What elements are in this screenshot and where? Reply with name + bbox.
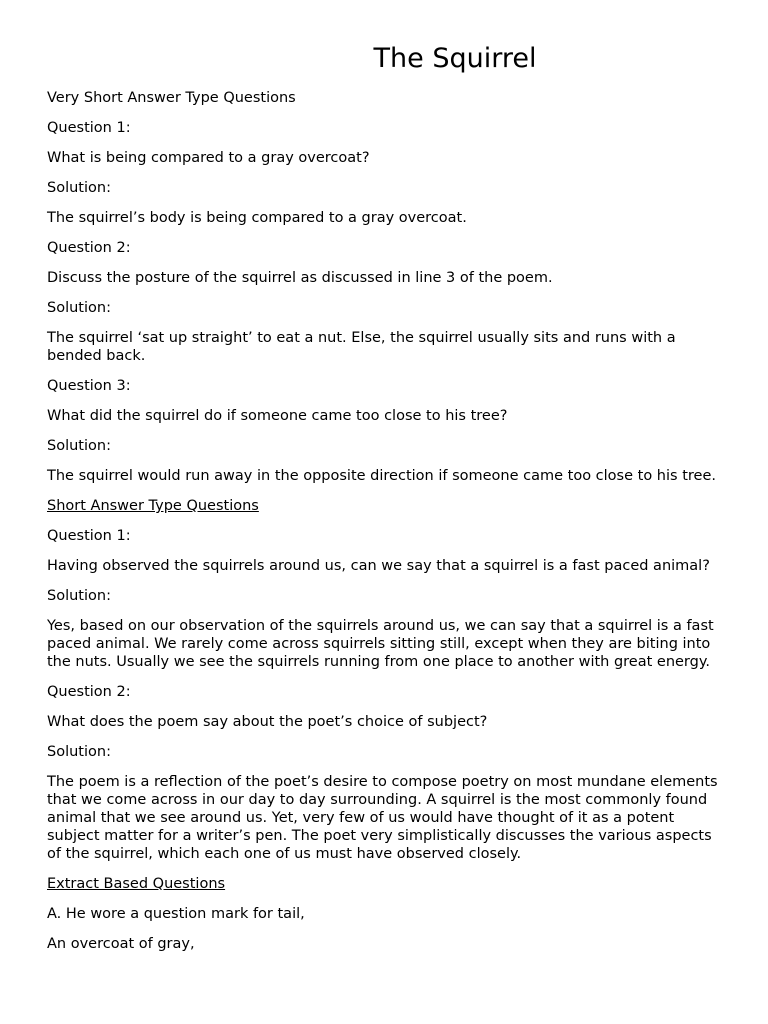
question-label: Question 2: — [47, 684, 131, 700]
extract-line: An overcoat of gray, — [47, 936, 195, 952]
solution-text: The squirrel ‘sat up straight’ to eat a nut. Else, the squirrel usually sits and runs with a bended back. — [47, 330, 676, 364]
solution-label: Solution: — [47, 300, 111, 316]
question-text: What did the squirrel do if someone came too close to his tree? — [47, 408, 508, 424]
question-text: What is being compared to a gray overcoat? — [47, 150, 370, 166]
section-heading-short: Short Answer Type Questions — [47, 498, 259, 514]
section-heading-very-short: Very Short Answer Type Questions — [47, 90, 296, 106]
section-heading-extract: Extract Based Questions — [47, 876, 226, 892]
question-label: Question 1: — [47, 528, 131, 544]
solution-text: The squirrel’s body is being compared to a gray overcoat. — [47, 210, 467, 226]
solution-text: The poem is a reflection of the poet’s desire to compose poetry on most mundane elements that we come across in our day to day surrounding. A squirrel is the most commonly found animal that we see around us. Yet, very few of us would have thought of it as a potent subject matter for a writer’s pen. The poet very simplistically discusses the various aspects of the squirrel, which each one of us must have observed closely. — [47, 774, 718, 862]
extract-line: A. He wore a question mark for tail, — [47, 906, 305, 922]
solution-label: Solution: — [47, 180, 111, 196]
solution-label: Solution: — [47, 438, 111, 454]
question-label: Question 1: — [47, 120, 131, 136]
question-label: Question 2: — [47, 240, 131, 256]
question-text: What does the poem say about the poet’s choice of subject? — [47, 714, 488, 730]
question-text: Having observed the squirrels around us, can we say that a squirrel is a fast paced animal? — [47, 558, 710, 574]
question-label: Question 3: — [47, 378, 131, 394]
question-text: Discuss the posture of the squirrel as discussed in line 3 of the poem. — [47, 270, 553, 286]
document-body — [47, 89, 727, 965]
document-title: The Squirrel — [373, 43, 537, 74]
solution-label: Solution: — [47, 588, 111, 604]
solution-text: Yes, based on our observation of the squirrels around us, we can say that a squirrel is a fast paced animal. We rarely come across squirrels sitting still, except when they are biting into the nuts. Usually we see the squirrels running from one place to another with great energy. — [47, 618, 714, 670]
solution-label: Solution: — [47, 744, 111, 760]
solution-text: The squirrel would run away in the opposite direction if someone came too close to his tree. — [47, 468, 716, 484]
